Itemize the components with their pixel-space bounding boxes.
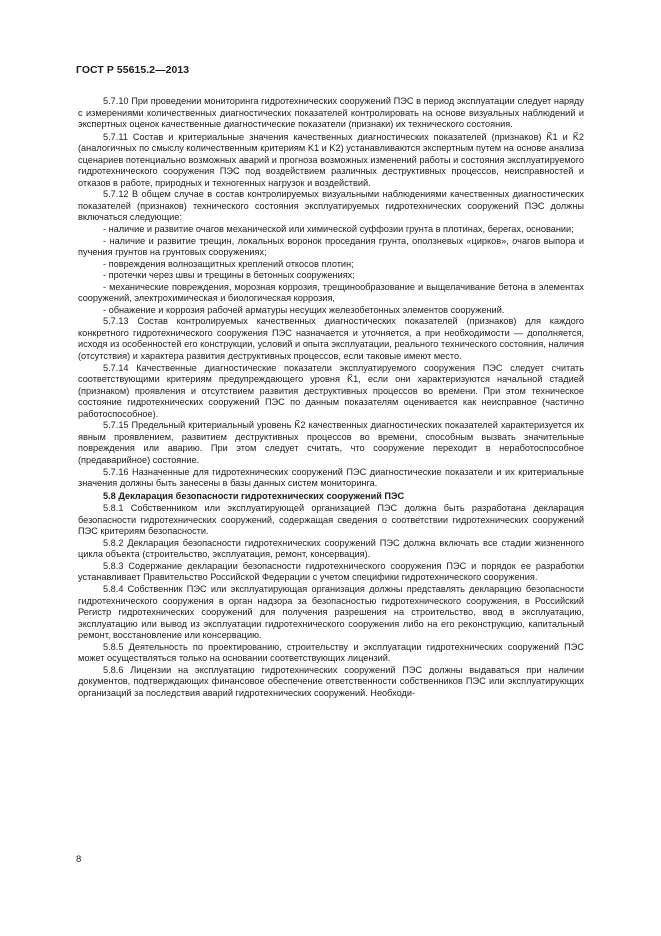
list-item: - протечки через швы и трещины в бетонных сооружениях;	[103, 270, 355, 281]
paragraph-5-7-10: 5.7.10 При проведении мониторинга гидротехнических сооружений ПЭС в период эксплуатации следует наряду с измерениями количественных диагностических показателей контролировать на основе визуальных наблюдений и экспертных оценок качественные диагностические показатели (признаки) их технического состояния.	[78, 96, 584, 130]
paragraph-5-7-12: 5.7.12 В общем случае в состав контролируемых визуальными наблюдениями качественных диагностических показателей (признаков) технического состояния эксплуатируемых гидротехнических сооружений ПЭС должны включаться следующие:	[78, 189, 584, 223]
document-body	[78, 96, 584, 699]
list-item: - механические повреждения, морозная коррозия, трещинообразование и выщелачивание бетона в элементах сооружений, электрохимическая и биологическая коррозия,	[78, 281, 584, 304]
paragraph-5-8-6: 5.8.6 Лицензии на эксплуатацию гидротехнических сооружений ПЭС должны выдаваться при наличии документов, подтверждающих финансовое обеспечение ответственности собственников ПЭС или эксплуатирующих организаций за последствия аварий гидротехнических сооружений. Необходи-	[78, 664, 584, 698]
paragraph-5-7-11: 5.7.11 Состав и критериальные значения качественных диагностических показателей (признаков) K̃1 и K̃2 (аналогичных по смыслу количественным критериям K1 и K2) устанавливаются экспертным путем на основе анализа сценариев потенциально возможных аварий и прогноза возможных изменений работы и состояния эксплуатируемого гидротехнического сооружения ПЭС под воздействием различных деструктивных процессов, неисправностей и отказов в работе, природных и техногенных нагрузок и воздействий.	[78, 131, 584, 188]
paragraph-5-8-4: 5.8.4 Собственник ПЭС или эксплуатирующая организация должны представлять декларацию безопасности гидротехнического сооружения в орган надзора за безопасностью гидротехнического сооружения, в Российский Регистр гидротехнических сооружений для получения разрешения на строительство, ввод в эксплуатацию, эксплуатацию или вывод из эксплуатации гидротехнического сооружения либо на его реконструкцию, капитальный ремонт, восстановление или консервацию.	[78, 583, 584, 641]
paragraph-5-8-5: 5.8.5 Деятельность по проектированию, строительству и эксплуатации гидротехнических сооружений ПЭС может осуществляться только на основании соответствующих лицензий.	[78, 641, 584, 664]
list-item: - обнажение и коррозия рабочей арматуры несущих железобетонных элементов сооружений.	[103, 304, 505, 315]
paragraph-5-7-16: 5.7.16 Назначенные для гидротехнических сооружений ПЭС диагностические показатели и их критериальные значения должны быть занесены в базы данных систем мониторинга.	[78, 466, 584, 489]
list-item: - наличие и развитие очагов механической или химической суффозии грунта в плотинах, берегах, основании;	[103, 224, 574, 235]
paragraph-5-7-14: 5.7.14 Качественные диагностические показатели эксплуатируемого сооружения ПЭС следует считать соответствующими критериям предупреждающего уровня K̃1, если они характеризуются начальной стадией (признаком) проявления и отсутствием развития деструктивных процессов во времени. При этом техническое состояние гидротехнических сооружений ПЭС по данным показателям оценивается как неисправное (частично работоспособное).	[78, 362, 584, 419]
page-number: 8	[76, 854, 82, 865]
list-item: - наличие и развитие трещин, локальных воронок проседания грунта, оползневых «цирков», очагов выпора и пучения грунтов на грунтовых сооружениях;	[78, 235, 584, 258]
paragraph-5-8-2: 5.8.2 Декларация безопасности гидротехнических сооружений ПЭС должна включать все стадии жизненного цикла объекта (строительство, эксплуатация, ремонт, консервация).	[78, 537, 584, 560]
list-item: - повреждения волнозащитных креплений откосов плотин;	[103, 258, 354, 269]
paragraph-5-7-15: 5.7.15 Предельный критериальный уровень K̃2 качественных диагностических показателей характеризуется их явным проявлением, развитием деструктивных процессов во времени, способным вызвать значительные повреждения или аварию. При этом следует считать, что сооружение переходит в неработоспособное (предаварийное) состояние.	[78, 420, 584, 465]
section-heading-5-8: 5.8 Декларация безопасности гидротехнических сооружений ПЭС	[103, 490, 405, 501]
paragraph-5-7-13: 5.7.13 Состав контролируемых качественных диагностических показателей (признаков) для каждого конкретного гидротехнического сооружения ПЭС назначается и уточняется, а при необходимости — дополняется, исходя из особенностей его конструкции, условий и опыта эксплуатации, реального технического состояния, наличия (отсутствия) и характера развития деструктивных процессов, если таковые имеют место.	[78, 316, 584, 362]
paragraph-5-8-3: 5.8.3 Содержание декларации безопасности гидротехнического сооружения ПЭС и порядок ее разработки устанавливает Правительство Российской Федерации с учетом специфики гидротехнического сооружения.	[78, 560, 584, 583]
paragraph-5-8-1: 5.8.1 Собственником или эксплуатирующей организацией ПЭС должна быть разработана декларация безопасности гидротехнических сооружений, содержащая сведения о соответствии гидротехнических сооружений ПЭС критериям безопасности.	[78, 503, 584, 537]
document-header: ГОСТ Р 55615.2—2013	[76, 65, 190, 76]
